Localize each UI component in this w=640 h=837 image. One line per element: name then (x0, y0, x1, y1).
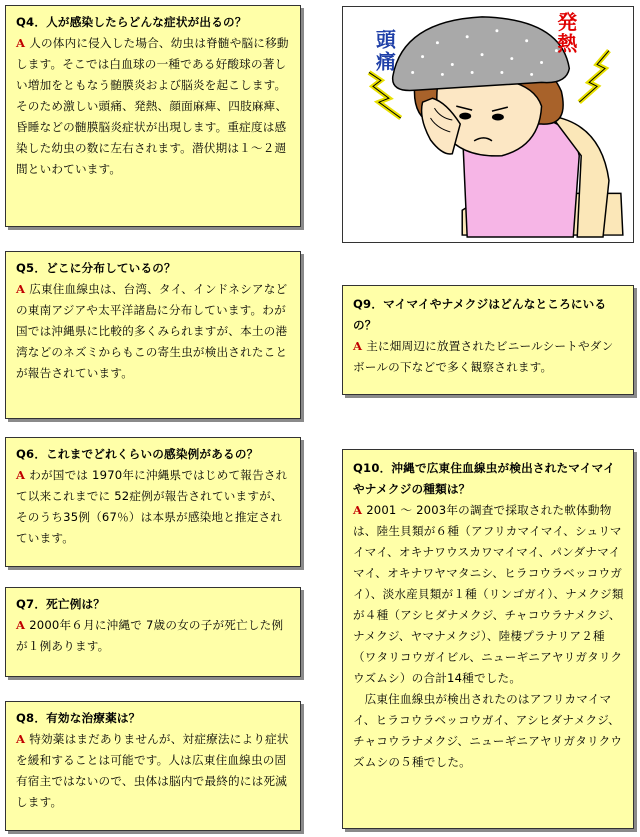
question-q6: Q6．これまでどれくらいの感染例があるの？ (16, 447, 259, 461)
answer-mark: A (16, 468, 26, 482)
headache-fever-illustration (342, 6, 634, 243)
qa-card-q10 (342, 449, 634, 829)
qa-card-q4 (5, 5, 301, 227)
question-q5: Q5．どこに分布しているの？ (16, 261, 176, 275)
answer-q5: 広東住血線虫は、台湾、タイ、インドネシアなどの東南アジアや太平洋諸島に分布しています。わが国では沖縄県に比較的多くみられますが、本土の港湾などのネズミからもこの寄生虫が検出されたことが報告されています。 (16, 282, 288, 380)
qa-card-q6 (5, 437, 301, 567)
label-headache-2: 痛 (375, 50, 396, 74)
question-q8: Q8．有効な治療薬は？ (16, 711, 141, 725)
answer-q9: 主に畑周辺に放置されたビニールシートやダンボールの下などで多く観察されます。 (353, 339, 614, 374)
answer-q4: 人の体内に侵入した場合、幼虫は脊髄や脳に移動します。そこでは白血球の一種である好酸球の著しい増加をともなう髄膜炎および脳炎を起こします。そのため激しい頭痛、発熱、顔面麻痺、四肢麻痺、昏睡などの髄膜脳炎症状が出現します。重症度は感染した幼虫の数に左右されます。潜伏期は１～２週間といわています。 (16, 36, 289, 176)
qa-card-q5 (5, 251, 301, 419)
qa-card-q8 (5, 701, 301, 831)
answer-q8: 特効薬はまだありませんが、対症療法により症状を緩和することは可能です。人は広東住血線虫の固有宿主ではないので、虫体は脳内で最終的には死滅します。 (16, 732, 289, 809)
qa-card-q7 (5, 587, 301, 677)
label-fever: 発 (557, 10, 578, 34)
answer-q10-part2: 広東住血線虫が検出されたのはアフリカマイマイ、ヒラコウラベッコウガイ、アシヒダナメクジ、チャコウラナメクジ、ニューギニアヤリガタリクウズムシの５種でした。 (353, 692, 623, 769)
answer-mark: A (353, 503, 363, 517)
answer-mark: A (353, 339, 363, 353)
sick-person-image (343, 7, 633, 242)
label-headache: 頭 (375, 28, 396, 52)
question-q10: Q10．沖縄で広東住血線虫が検出されたマイマイやナメクジの種類は？ (353, 461, 616, 496)
answer-q6: わが国では 1970年に沖縄県ではじめて報告されて以来これまでに 52症例が報告されていますが、そのうち35例（67％）は本県が感染地と推定されています。 (16, 468, 288, 545)
answer-q10: 2001 ～ 2003年の調査で採取された軟体動物は、陸生貝類が６種（アフリカマイマイ、シュリマイマイ、オキナワウスカワマイマイ、パンダナマイマイ、オキナワヤマタニシ、ヒラコウラベッコウガイ）、淡水産貝類が１種（リンゴガイ）、ナメクジ類が４種（アシヒダナメクジ、チャコウラナメクジ、ナメクジ、ヤマナメクジ）、陸棲プラナリア２種（ワタリコウガイビル、ニューギニアヤリガタリクウズムシ）の合計14種でした。 (353, 503, 624, 685)
label-fever-2: 熱 (557, 32, 578, 56)
answer-mark: A (16, 36, 26, 50)
answer-q7: 2000年６月に沖縄で 7歳の女の子が死亡した例が１例あります。 (16, 618, 284, 653)
question-q9: Q9．マイマイやナメクジはどんなところにいるの？ (353, 297, 607, 332)
qa-card-q9 (342, 285, 634, 395)
answer-mark: A (16, 618, 26, 632)
question-q7: Q7．死亡例は？ (16, 597, 106, 611)
answer-mark: A (16, 282, 26, 296)
question-q4: Q4．人が感染したらどんな症状が出るの？ (16, 15, 247, 29)
answer-mark: A (16, 732, 26, 746)
